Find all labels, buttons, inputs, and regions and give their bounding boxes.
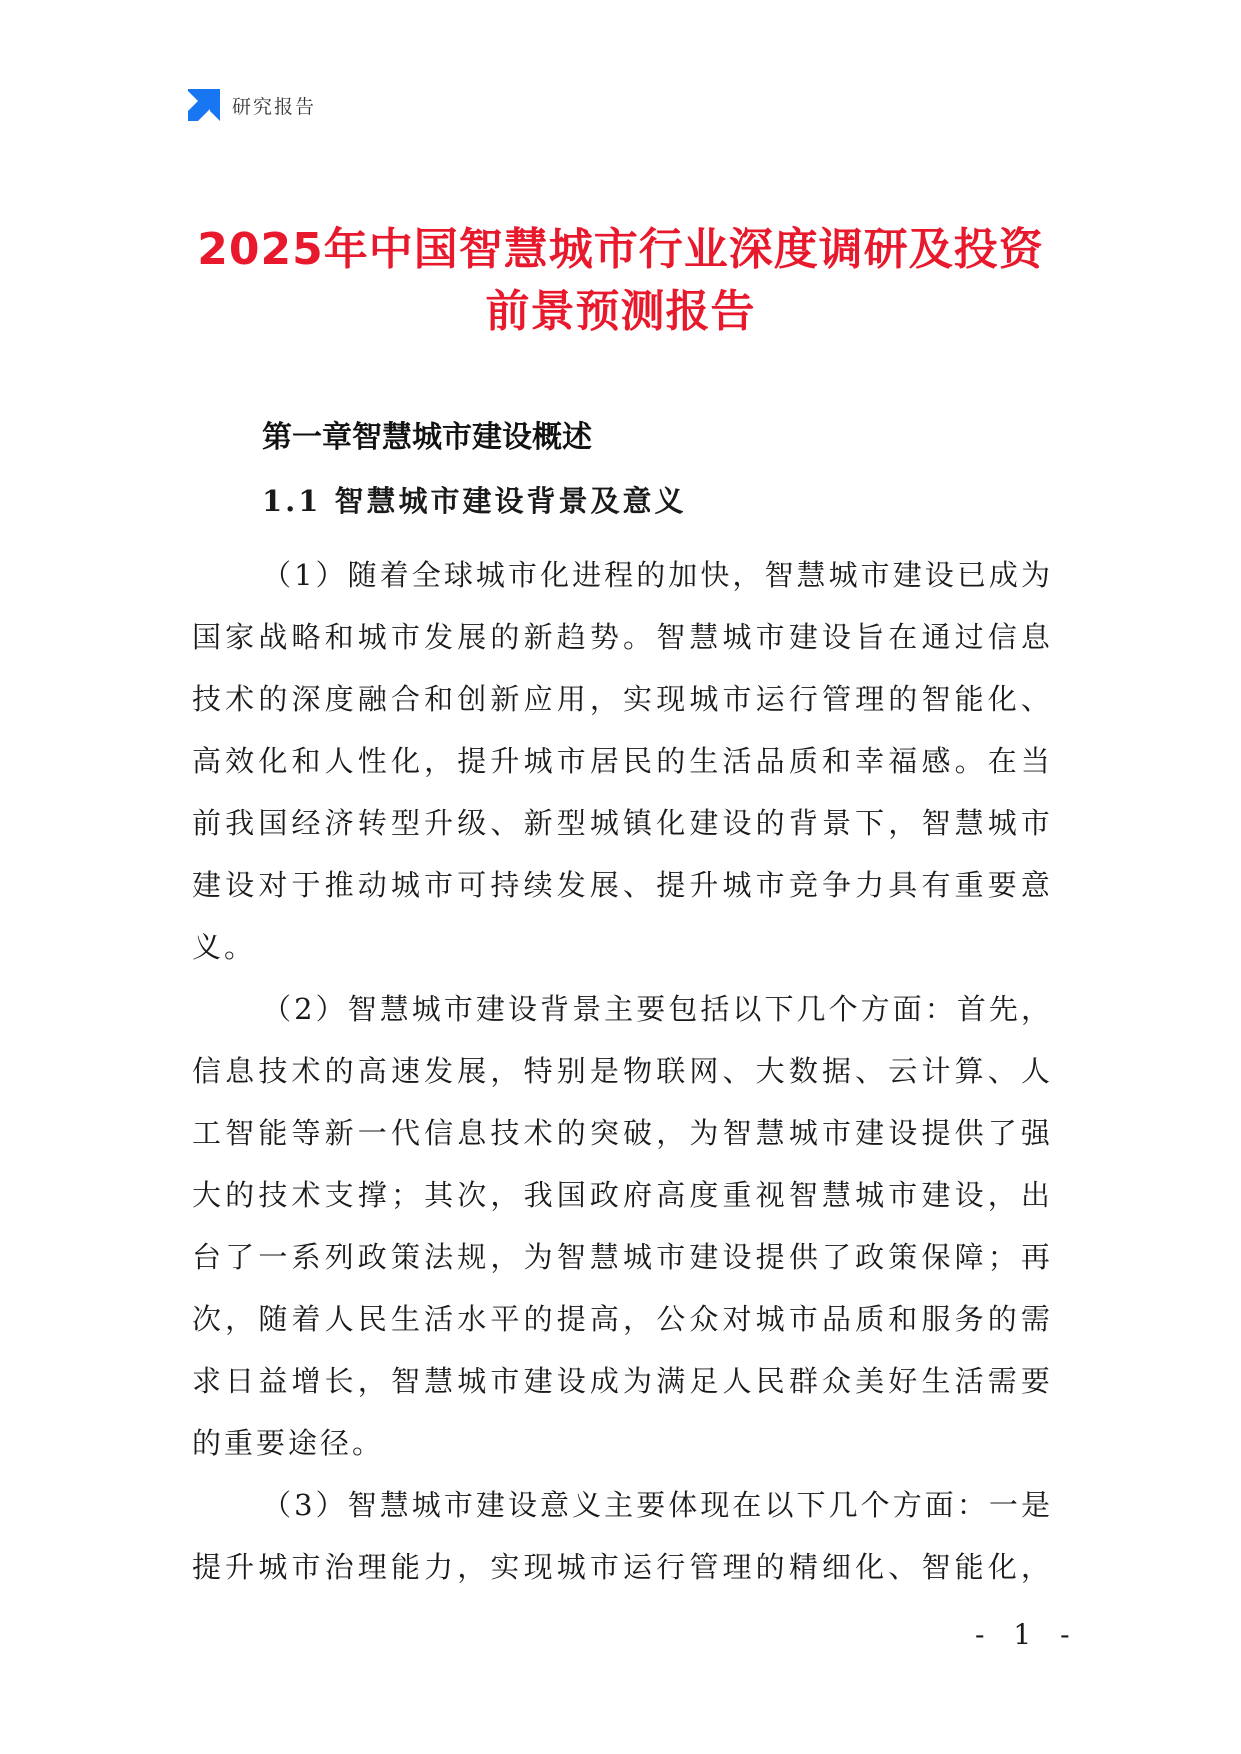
header-label: 研究报告: [232, 95, 317, 118]
page-number: - 1 -: [975, 1618, 1080, 1651]
arrow-up-right-icon: [188, 89, 220, 121]
paragraph-line: 义。: [192, 930, 257, 964]
document-title-line-2: 前景预测报告: [485, 286, 756, 337]
paragraph-line: 的重要途径。: [192, 1426, 385, 1460]
paragraph-1: [192, 544, 1050, 978]
paragraph-line: 提 升 城 市 治 理 能 力 ， 实 现 城 市 运 行 管 理 的 精 细 化 、 智 能 化 ，: [192, 1550, 1050, 1584]
paragraph-line: 大 的 技 术 支 撑 ； 其 次 ， 我 国 政 府 高 度 重 视 智 慧 城 市 建 设 ， 出: [192, 1178, 1050, 1212]
paragraph-line: 工 智 能 等 新 一 代 信 息 技 术 的 突 破 ， 为 智 慧 城 市 建 设 提 供 了 强: [192, 1116, 1050, 1150]
paragraph-line: 国 家 战 略 和 城 市 发 展 的 新 趋 势 。 智 慧 城 市 建 设 旨 在 通 过 信 息: [192, 620, 1050, 654]
paragraph-line: （ 2 ） 智 慧 城 市 建 设 背 景 主 要 包 括 以 下 几 个 方 面 ： 首 先 ，: [262, 992, 1050, 1026]
paragraph-line: 信 息 技 术 的 高 速 发 展 ， 特 别 是 物 联 网 、 大 数 据 、 云 计 算 、 人: [192, 1054, 1050, 1088]
paragraph-2: [192, 978, 1050, 1474]
paragraph-line: 求 日 益 增 长 ， 智 慧 城 市 建 设 成 为 满 足 人 民 群 众 美 好 生 活 需 要: [192, 1364, 1050, 1398]
chapter-heading: 第一章智慧城市建设概述: [262, 420, 592, 455]
paragraph-line: 建 设 对 于 推 动 城 市 可 持 续 发 展 、 提 升 城 市 竞 争 力 具 有 重 要 意: [192, 868, 1050, 902]
paragraph-line: 技 术 的 深 度 融 合 和 创 新 应 用 ， 实 现 城 市 运 行 管 理 的 智 能 化 、: [192, 682, 1050, 716]
paragraph-line: （ 1 ） 随 着 全 球 城 市 化 进 程 的 加 快 ， 智 慧 城 市 建 设 已 成 为: [262, 558, 1050, 592]
paragraph-line: 次 ， 随 着 人 民 生 活 水 平 的 提 高 ， 公 众 对 城 市 品 质 和 服 务 的 需: [192, 1302, 1050, 1336]
paragraph-3: [192, 1474, 1050, 1598]
section-heading: 1.1 智慧城市建设背景及意义: [262, 484, 687, 518]
document-title-line-1: 2025年中国智慧城市行业深度调研及投资: [197, 224, 1044, 275]
paragraph-line: 高 效 化 和 人 性 化 ， 提 升 城 市 居 民 的 生 活 品 质 和 幸 福 感 。 在 当: [192, 744, 1050, 778]
document-header: [188, 89, 316, 121]
paragraph-line: （ 3 ） 智 慧 城 市 建 设 意 义 主 要 体 现 在 以 下 几 个 方 面 ： 一 是: [262, 1488, 1050, 1522]
paragraph-line: 前 我 国 经 济 转 型 升 级 、 新 型 城 镇 化 建 设 的 背 景 下 ， 智 慧 城 市: [192, 806, 1050, 840]
paragraph-line: 台 了 一 系 列 政 策 法 规 ， 为 智 慧 城 市 建 设 提 供 了 政 策 保 障 ； 再: [192, 1240, 1050, 1274]
